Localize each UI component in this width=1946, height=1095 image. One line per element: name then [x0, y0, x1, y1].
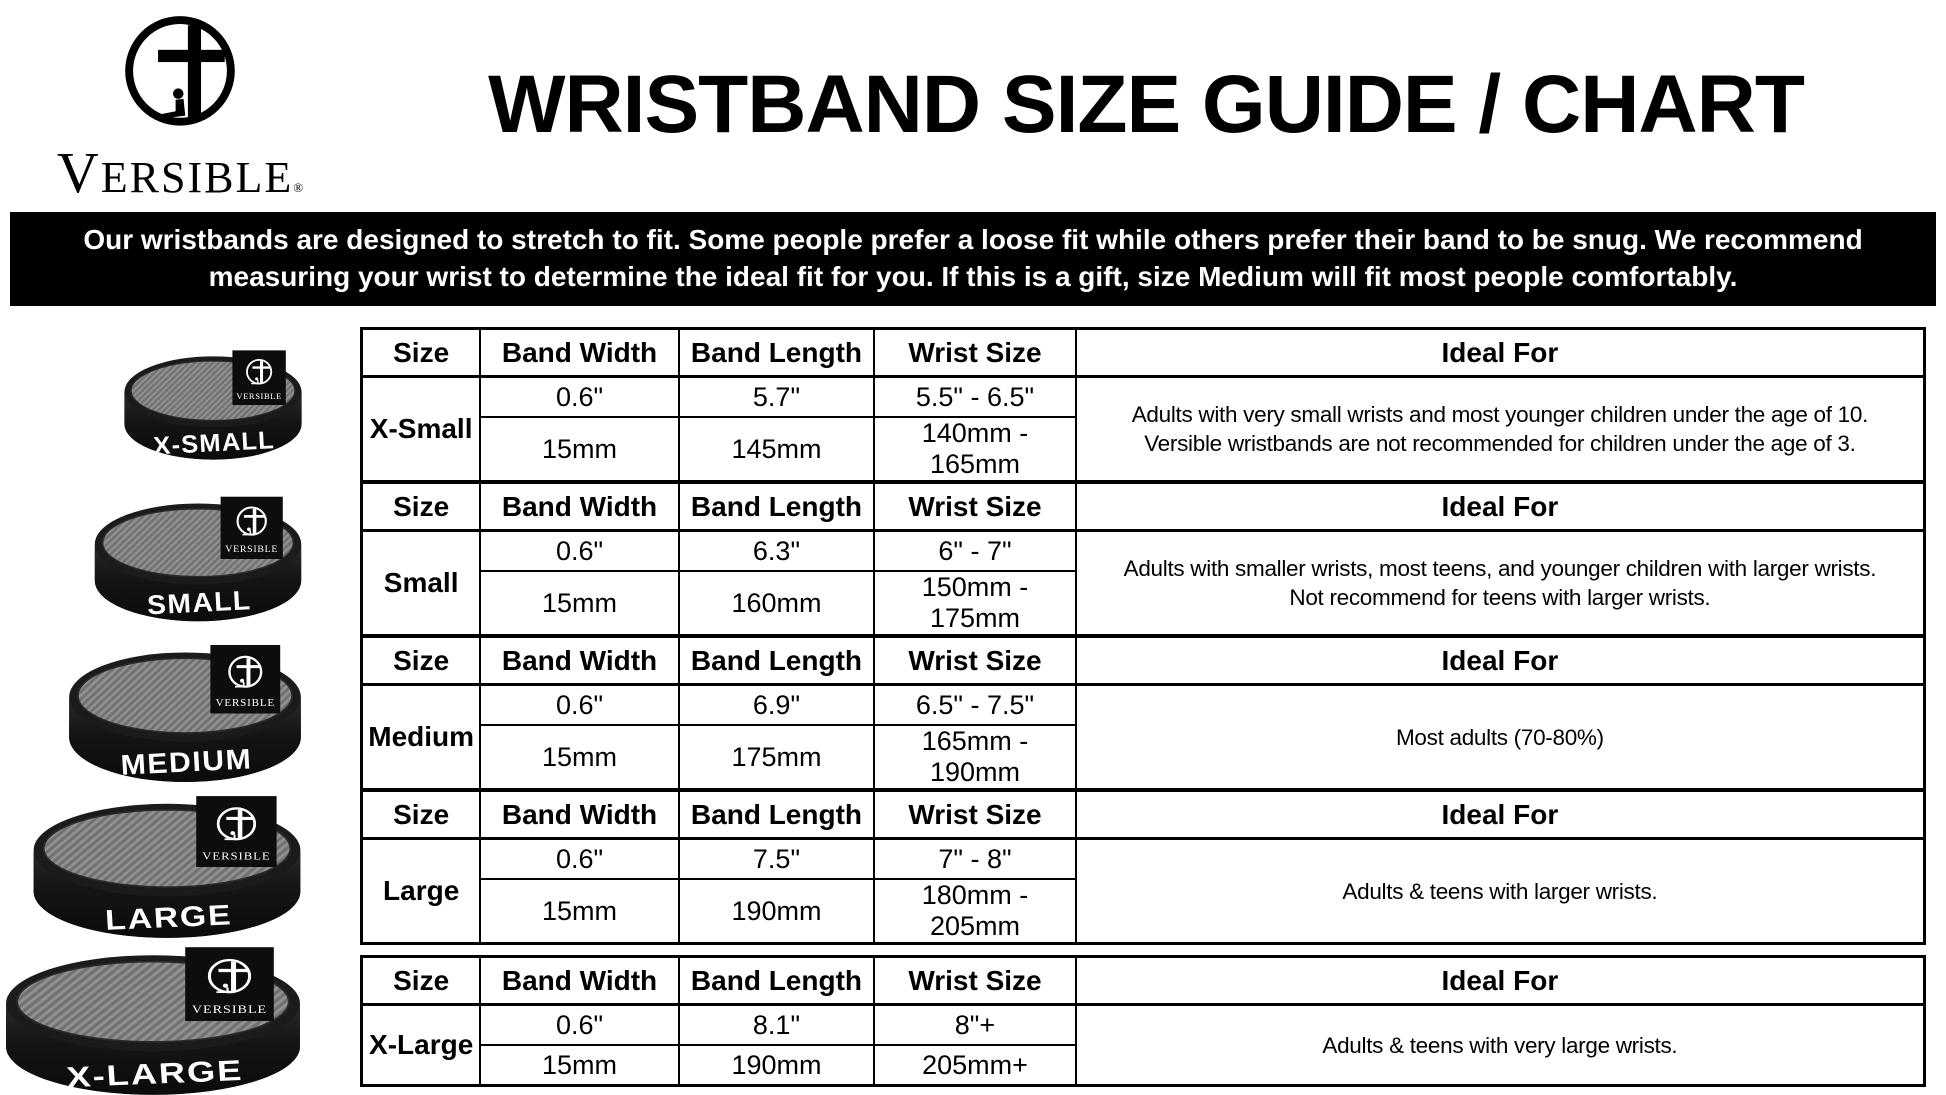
band-size-label: MEDIUM — [119, 743, 254, 782]
size-value: X-Large — [362, 1005, 481, 1086]
wristband-image-medium — [0, 642, 304, 785]
band-length-mm: 190mm — [679, 1045, 874, 1086]
col-header-wrist-size: Wrist Size — [874, 957, 1076, 1005]
size-table-medium — [360, 635, 1926, 791]
col-header-band-width: Band Width — [480, 791, 679, 839]
col-header-band-length: Band Length — [679, 791, 874, 839]
band-tag-brand: VERSIBLE — [225, 544, 279, 556]
band-width-mm: 15mm — [480, 417, 679, 482]
band-length-mm: 175mm — [679, 725, 874, 790]
band-length-in: 6.3" — [679, 531, 874, 572]
brand-wordmark — [56, 139, 304, 205]
wristband-image-small — [0, 494, 304, 624]
band-length-in: 5.7" — [679, 377, 874, 418]
col-header-band-width: Band Width — [480, 483, 679, 531]
band-length-mm: 190mm — [679, 879, 874, 944]
band-length-in: 7.5" — [679, 839, 874, 880]
ideal-for-value — [1076, 839, 1925, 944]
banner-line-2: measuring your wrist to determine the ideal fit for you. If this is a gift, size Medium will fit most people comfortably. — [208, 261, 1738, 292]
size-table-xlarge — [360, 955, 1926, 1087]
band-tag-brand: VERSIBLE — [236, 392, 282, 402]
brand-name: VERSIBLE — [56, 139, 294, 205]
band-tag-brand: VERSIBLE — [215, 696, 275, 709]
sitting-person-icon — [158, 88, 185, 119]
band-tag — [210, 644, 280, 713]
col-header-ideal-for: Ideal For — [1076, 791, 1925, 839]
band-width-in: 0.6" — [480, 531, 679, 572]
fit-notice-banner — [10, 212, 1936, 306]
band-width-mm: 15mm — [480, 725, 679, 790]
size-table-xsmall — [360, 327, 1926, 483]
col-header-ideal-for: Ideal For — [1076, 329, 1925, 377]
band-tag-brand: VERSIBLE — [191, 1003, 268, 1016]
size-section-small — [0, 482, 1946, 636]
wrist-size-in: 7" - 8" — [874, 839, 1076, 880]
ideal-line-1: Adults with smaller wrists, most teens, and younger children with larger wrists. — [1123, 556, 1877, 581]
col-header-band-length: Band Length — [679, 637, 874, 685]
ideal-line-1: Adults with very small wrists and most younger children under the age of 10. — [1131, 402, 1869, 427]
versible-logo — [0, 7, 360, 204]
col-header-ideal-for: Ideal For — [1076, 483, 1925, 531]
size-rows — [0, 328, 1946, 1095]
wrist-size-mm: 150mm - 175mm — [874, 571, 1076, 636]
band-width-in: 0.6" — [480, 685, 679, 726]
band-width-in: 0.6" — [480, 377, 679, 418]
band-length-mm: 160mm — [679, 571, 874, 636]
band-tag — [221, 497, 283, 559]
wristband-image-xlarge — [0, 944, 304, 1095]
band-width-mm: 15mm — [480, 571, 679, 636]
col-header-band-width: Band Width — [480, 329, 679, 377]
col-header-size: Size — [362, 329, 481, 377]
col-header-size: Size — [362, 637, 481, 685]
col-header-band-width: Band Width — [480, 637, 679, 685]
col-header-wrist-size: Wrist Size — [874, 791, 1076, 839]
size-value: Small — [362, 531, 481, 636]
wrist-size-in: 6.5" - 7.5" — [874, 685, 1076, 726]
wrist-size-mm: 140mm - 165mm — [874, 417, 1076, 482]
banner-line-1: Our wristbands are designed to stretch to fit. Some people prefer a loose fit while others prefer their band to be snug. We recommend — [83, 224, 1863, 255]
col-header-ideal-for: Ideal For — [1076, 957, 1925, 1005]
ideal-line-1: Adults & teens with larger wrists. — [1342, 878, 1658, 904]
ideal-line-2: Versible wristbands are not recommended for children under the age of 3. — [1144, 431, 1856, 456]
band-width-in: 0.6" — [480, 1005, 679, 1046]
col-header-band-length: Band Length — [679, 329, 874, 377]
registered-mark: ® — [293, 179, 304, 195]
band-tag-brand: VERSIBLE — [202, 849, 271, 863]
wristband-image-large — [0, 793, 304, 941]
ideal-line-1: Adults & teens with very large wrists. — [1322, 1032, 1678, 1058]
band-width-mm: 15mm — [480, 879, 679, 944]
wrist-size-mm: 165mm - 190mm — [874, 725, 1076, 790]
band-size-label: X-LARGE — [65, 1053, 245, 1094]
col-header-size: Size — [362, 483, 481, 531]
size-section-xsmall — [0, 328, 1946, 482]
wristband-graphic — [66, 642, 304, 785]
cross-circle-logo-icon — [113, 13, 247, 141]
wristband-graphic — [2, 944, 304, 1095]
col-header-band-length: Band Length — [679, 957, 874, 1005]
band-length-mm: 145mm — [679, 417, 874, 482]
size-table-large — [360, 789, 1926, 945]
wristband-graphic — [122, 348, 304, 462]
wrist-size-in: 8"+ — [874, 1005, 1076, 1046]
band-size-label: SMALL — [146, 584, 253, 621]
size-section-large — [0, 790, 1946, 944]
ideal-for-value — [1076, 377, 1925, 482]
ideal-for-value — [1076, 1005, 1925, 1086]
col-header-wrist-size: Wrist Size — [874, 637, 1076, 685]
col-header-wrist-size: Wrist Size — [874, 483, 1076, 531]
wristband-image-xsmall — [0, 348, 304, 462]
wristband-graphic — [92, 494, 304, 624]
page-title: WRISTBAND SIZE GUIDE / CHART — [488, 59, 1804, 150]
wrist-size-in: 5.5" - 6.5" — [874, 377, 1076, 418]
band-tag — [196, 796, 276, 867]
ideal-line-1: Most adults (70-80%) — [1395, 724, 1604, 750]
wrist-size-in: 6" - 7" — [874, 531, 1076, 572]
size-value: Large — [362, 839, 481, 944]
band-tag — [232, 350, 285, 405]
band-width-mm: 15mm — [480, 1045, 679, 1086]
col-header-size: Size — [362, 791, 481, 839]
size-value: X-Small — [362, 377, 481, 482]
size-section-medium — [0, 636, 1946, 790]
ideal-for-value — [1076, 531, 1925, 636]
page-header — [0, 0, 1946, 210]
band-size-label: X-SMALL — [152, 426, 276, 461]
band-length-in: 8.1" — [679, 1005, 874, 1046]
size-section-xlarge — [0, 944, 1946, 1095]
wrist-size-mm: 205mm+ — [874, 1045, 1076, 1086]
band-length-in: 6.9" — [679, 685, 874, 726]
col-header-band-width: Band Width — [480, 957, 679, 1005]
wrist-size-mm: 180mm - 205mm — [874, 879, 1076, 944]
col-header-ideal-for: Ideal For — [1076, 637, 1925, 685]
ideal-for-value — [1076, 685, 1925, 790]
band-tag — [185, 947, 274, 1021]
band-size-label: LARGE — [104, 898, 234, 937]
size-table-small — [360, 481, 1926, 637]
ideal-line-2: Not recommend for teens with larger wrists. — [1289, 585, 1711, 610]
band-width-in: 0.6" — [480, 839, 679, 880]
col-header-band-length: Band Length — [679, 483, 874, 531]
size-value: Medium — [362, 685, 481, 790]
col-header-wrist-size: Wrist Size — [874, 329, 1076, 377]
col-header-size: Size — [362, 957, 481, 1005]
wristband-graphic — [30, 793, 304, 941]
